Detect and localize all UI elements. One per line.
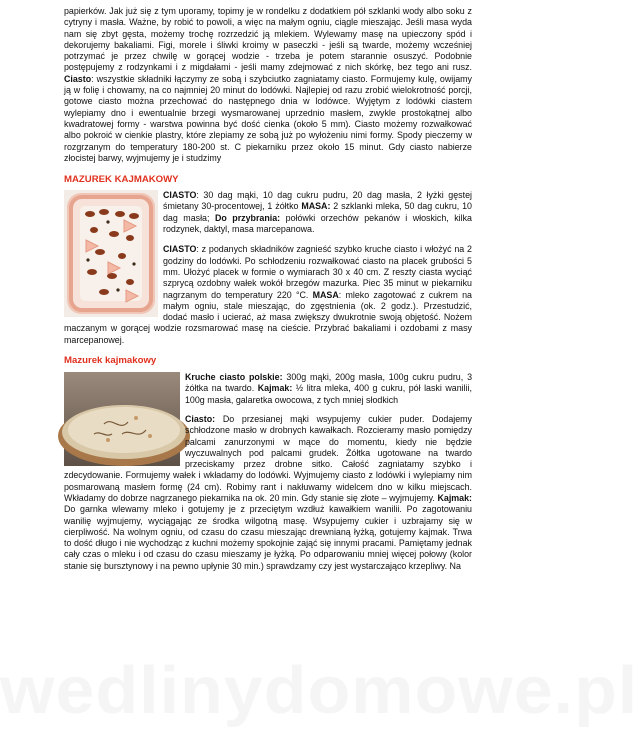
mazurek-kajmakowy-tart-photo	[64, 372, 180, 466]
watermark: wedlinydomowe.pl	[0, 652, 638, 728]
intro-text: papierków. Jak już się z tym uporamy, topimy je w rondelku z dodatkiem pół szklanki wody albo soku z cytryny i masła. Ważne, by robić to powoli, a więc na małym ogniu, ciągle mieszając. Jeśli masa wyda nam się zbyt gęsta, możemy trochę rozrzedzić ją mlekiem. Wylewamy masę na upieczony spód i dekorujemy bakaliami. Figi, morele i śliwki kroimy w paseczki - jeśli są twarde, możemy wcześniej potrzymać je przez chwilę w gorącej wodzie - trzeba je potem starannie osuszyć. Podobnie postępujemy z rodzynkami i z migdałami - jeśli mamy zdejmować z nich skórkę, bez tego ani rusz.	[64, 6, 472, 73]
recipe2-steps: Ciasto: Do przesianej mąki wsypujemy cukier puder. Dodajemy schłodzone masło w drobnych kawałkach. Rozcieramy masło pomiędzy palcami zanurzonymi w mące do momentu, kiedy nie będzie wyczuwalnych pod palcami grudek. Żółtka ugotowane na twardo przeciskamy przez drobne sitko. Całość zagniatamy szybko i zdecydowanie. Formujemy wałek i wkładamy do lodówki. Wyjmujemy ciasto z lodówki i wylepiamy nim posmarowaną masłem formę (24 cm). Robimy rant i nakłuwamy widelcem dno w kilku miejscach. Wkładamy do dobrze nagrzanego piekarnika na ok. 20 min. Gdy stanie się złote – wyjmujemy. Kajmak: Do garnka wlewamy mleko i gotujemy je z przeciętym wzdłuż kawałkiem wanilii. Po zagotowaniu wanilię wyjmujemy, wyciągając ze środka wilgotną masę. Wsypujemy cukier i uzbrajamy się w cierpliwość. Na wolnym ogniu, od czasu do czasu mieszając drewnianą łyżką, gotujemy kajmak. Trwa to dość długo i nie wychodząc z kuchni możemy spokojnie zająć się innymi pracami. Pamiętamy jednak cały czas o mleku i od czasu do czasu mieszamy je łyżką. Po odparowaniu mniej więcej połowy (kolor stanie się bursztynowy i na pewno upłynie 30 min.) sprawdzamy czy jest wystarczająco krzepliwy. Na	[64, 413, 472, 571]
recipe2-title: Mazurek kajmakowy	[64, 355, 157, 367]
recipe1-przybrania-label: Do przybrania:	[214, 212, 281, 223]
recipe2-kajmak-label: Kajmak:	[257, 383, 293, 394]
intro-bold-label: Ciasto	[64, 73, 92, 84]
recipe2-kruche-label: Kruche ciasto polskie:	[185, 372, 283, 383]
recipe1-ciasto-label: CIASTO	[163, 190, 197, 201]
recipe1-masa-label: MASA:	[301, 201, 331, 212]
recipe1-steps-label: CIASTO	[163, 244, 197, 255]
recipe1-title: MAZUREK KAJMAKOWY	[64, 174, 179, 186]
mazurek-decorated-cake-photo	[64, 190, 158, 317]
recipe2-ciasto-label: Ciasto:	[185, 413, 216, 424]
intro-text-continued: : wszystkie składniki łączymy ze sobą i szybciutko zagniatamy ciasto. Formujemy kulę, owijamy ją w folię i chowamy, na co najmniej 20 minut do lodówki. Najlepiej od razu zrobić wielokrotność porcji, gotowe ciasto można przechować do następnego dnia w lodówce. Wyjętym z lodówki ciastem wylepiamy dno i ewentualnie brzegi wysmarowanej uprzednio masłem, zwykle prostokątnej albo kwadratowej formy - warstwa powinna być dość cienka (około 5 mm). Ciasto możemy rozwałkować albo pokroić w cienkie plastry, które zlepiamy ze sobą już po wyłożeniu nimi formy. Spody pieczemy w rozgrzanym do temperatury 180-200 st. C piekarniku przez około 15 minut. Gdy ciasto nabierze złocistej barwy, wyjmujemy je i studzimy	[64, 73, 472, 163]
document-page	[64, 6, 472, 572]
recipe1-steps: CIASTO: z podanych składników zagnieść szybko kruche ciasto i włożyć na 2 godziny do lodówki. Po schłodzeniu rozwałkować ciasto na placek grubości 5 mm. Ułożyć placek w formie o wymiarach 30 x 40 cm. Z reszty ciasta wyciąć szprycą ozdobny wałek wokół brzegów mazurka. Piec 35 minut w piekarniku nagrzanym do temperatury 220 °C. MASA: mleko zagotować z cukrem na małym ogniu, stale mieszając, do zgęstnienia (ok. 2 godz.). Przestudzić, dodać masło i ucierać, aż masa zwiększy dwukrotnie swoją objętość. Nożem maczanym w gorącej wodzie rozsmarować masę na cieście. Przybrać bakaliami i ozdobami z masy marcepanowej.	[64, 244, 472, 345]
recipe1-ingredients: CIASTO: 30 dag mąki, 10 dag cukru pudru, 20 dag masła, 2 łyżki gęstej śmietany 30-procentowej, 1 żółtko MASA: 2 szklanki mleka, 50 dag cukru, 10 dag masła; Do przybrania: połówki orzechów pekanów i włoskich, kilka rodzynek, daktyl, masa marcepanowa.	[163, 190, 472, 235]
recipe2-kajmak-steps-label: Kajmak:	[437, 492, 472, 503]
recipe1-steps-masa-label: MASA	[312, 289, 339, 300]
recipe2-ingredients: Kruche ciasto polskie: 300g mąki, 200g masła, 100g cukru pudru, 3 żółtka na twardo. Kajmak: ½ litra mleka, 400 g cukru, pół laski wanilii, 100g masła, galaretka owocowa, z tych mniej słodkich	[185, 372, 472, 405]
intro-paragraph	[64, 6, 472, 164]
